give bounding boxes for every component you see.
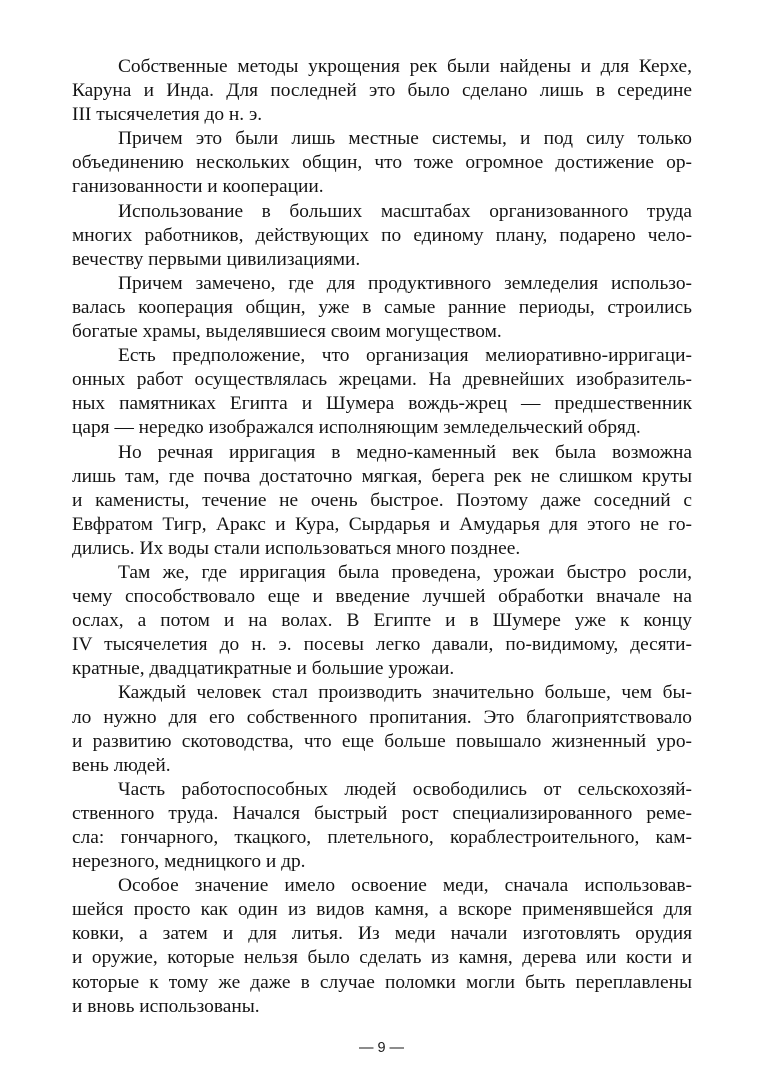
text-line: III тысячелетия до н. э.	[72, 104, 263, 126]
text-line: Но речная ирригация в медно-каменный век была возможна	[118, 441, 692, 463]
text-line: и вновь использованы.	[72, 995, 260, 1017]
text-line: кратные, двадцатикратные и большие урожаи.	[72, 658, 455, 680]
page-body	[72, 55, 692, 1019]
text-line: богатые храмы, выделявшиеся своим могуществом.	[72, 321, 502, 343]
paragraph	[72, 344, 692, 440]
text-line: Собственные методы укрощения рек были найдены и для Керхе,	[118, 56, 692, 77]
text-line: валась кооперация общин, уже в самые ранние периоды, строились	[72, 296, 692, 318]
text-line: лишь там, где почва достаточно мягкая, берега рек не слишком круты	[72, 465, 692, 487]
text-line: Есть предположение, что организация мелиоративно-ирригаци-	[118, 345, 692, 367]
text-line: ковки, а затем и для литья. Из меди начали изготовлять орудия	[72, 923, 692, 945]
text-line: IV тысячелетия до н. э. посевы легко давали, по-видимому, десяти-	[72, 634, 692, 656]
text-line: ло нужно для его собственного пропитания. Это благоприятствовало	[72, 706, 692, 728]
text-line: Причем это были лишь местные системы, и под силу только	[118, 128, 692, 150]
paragraph	[72, 561, 692, 681]
text-line: Часть работоспособных людей освободились от сельскохозяй-	[118, 778, 692, 800]
text-line: Каруна и Инда. Для последней это было сделано лишь в середине	[72, 80, 692, 102]
text-line: Там же, где ирригация была проведена, урожаи быстро росли,	[118, 561, 692, 583]
text-line: объединению нескольких общин, что тоже огромное достижение ор-	[72, 152, 692, 174]
text-line: нерезного, медницкого и др.	[72, 851, 306, 873]
text-line: и оружие, которые нельзя было сделать из камня, дерева или кости и	[72, 947, 692, 969]
text-line: которые к тому же даже в случае поломки могли быть переплавлены	[72, 971, 692, 993]
text-line: ослах, а потом и на волах. В Египте и в Шумере уже к концу	[72, 610, 692, 632]
paragraph	[72, 55, 692, 127]
paragraph	[72, 874, 692, 1019]
text-line: и каменисты, течение не очень быстрое. Поэтому даже соседний с	[72, 489, 692, 511]
paragraph	[72, 200, 692, 272]
text-line: и развитию скотоводства, что еще больше повышало жизненный уро-	[72, 730, 692, 752]
text-line: чему способствовало еще и введение лучшей обработки вначале на	[72, 586, 692, 608]
text-line: онных работ осуществлялась жрецами. На древнейших изобразитель-	[72, 369, 692, 391]
text-line: ных памятниках Египта и Шумера вождь-жрец — предшественник	[72, 393, 692, 415]
paragraph	[72, 272, 692, 344]
text-line: ственного труда. Начался быстрый рост специализированного реме-	[72, 802, 692, 824]
text-line: дились. Их воды стали использоваться много позднее.	[72, 537, 521, 559]
text-line: ганизованности и кооперации.	[72, 176, 324, 198]
paragraph	[72, 127, 692, 199]
page-number: — 9 —	[358, 1040, 405, 1056]
text-line: многих работников, действующих по единому плану, подарено чело-	[72, 224, 692, 246]
text-line: вечеству первыми цивилизациями.	[72, 248, 361, 270]
text-line: Евфратом Тигр, Аракс и Кура, Сырдарья и Амударья для этого не го-	[72, 513, 692, 535]
paragraph	[72, 441, 692, 561]
text-line: Использование в больших масштабах организованного труда	[118, 200, 692, 222]
paragraph	[72, 681, 692, 777]
paragraph	[72, 778, 692, 874]
text-line: сла: гончарного, ткацкого, плетельного, кораблестроительного, кам-	[72, 827, 692, 848]
text-line: царя — нередко изображался исполняющим земледельческий обряд.	[72, 417, 641, 439]
text-line: шейся просто как один из видов камня, а вскоре применявшейся для	[72, 899, 692, 921]
text-line: Каждый человек стал производить значительно больше, чем бы-	[118, 682, 692, 704]
text-line: Особое значение имело освоение меди, сначала использовав-	[118, 875, 692, 897]
text-line: Причем замечено, где для продуктивного земледелия использо-	[118, 272, 692, 294]
text-line: вень людей.	[72, 754, 171, 776]
